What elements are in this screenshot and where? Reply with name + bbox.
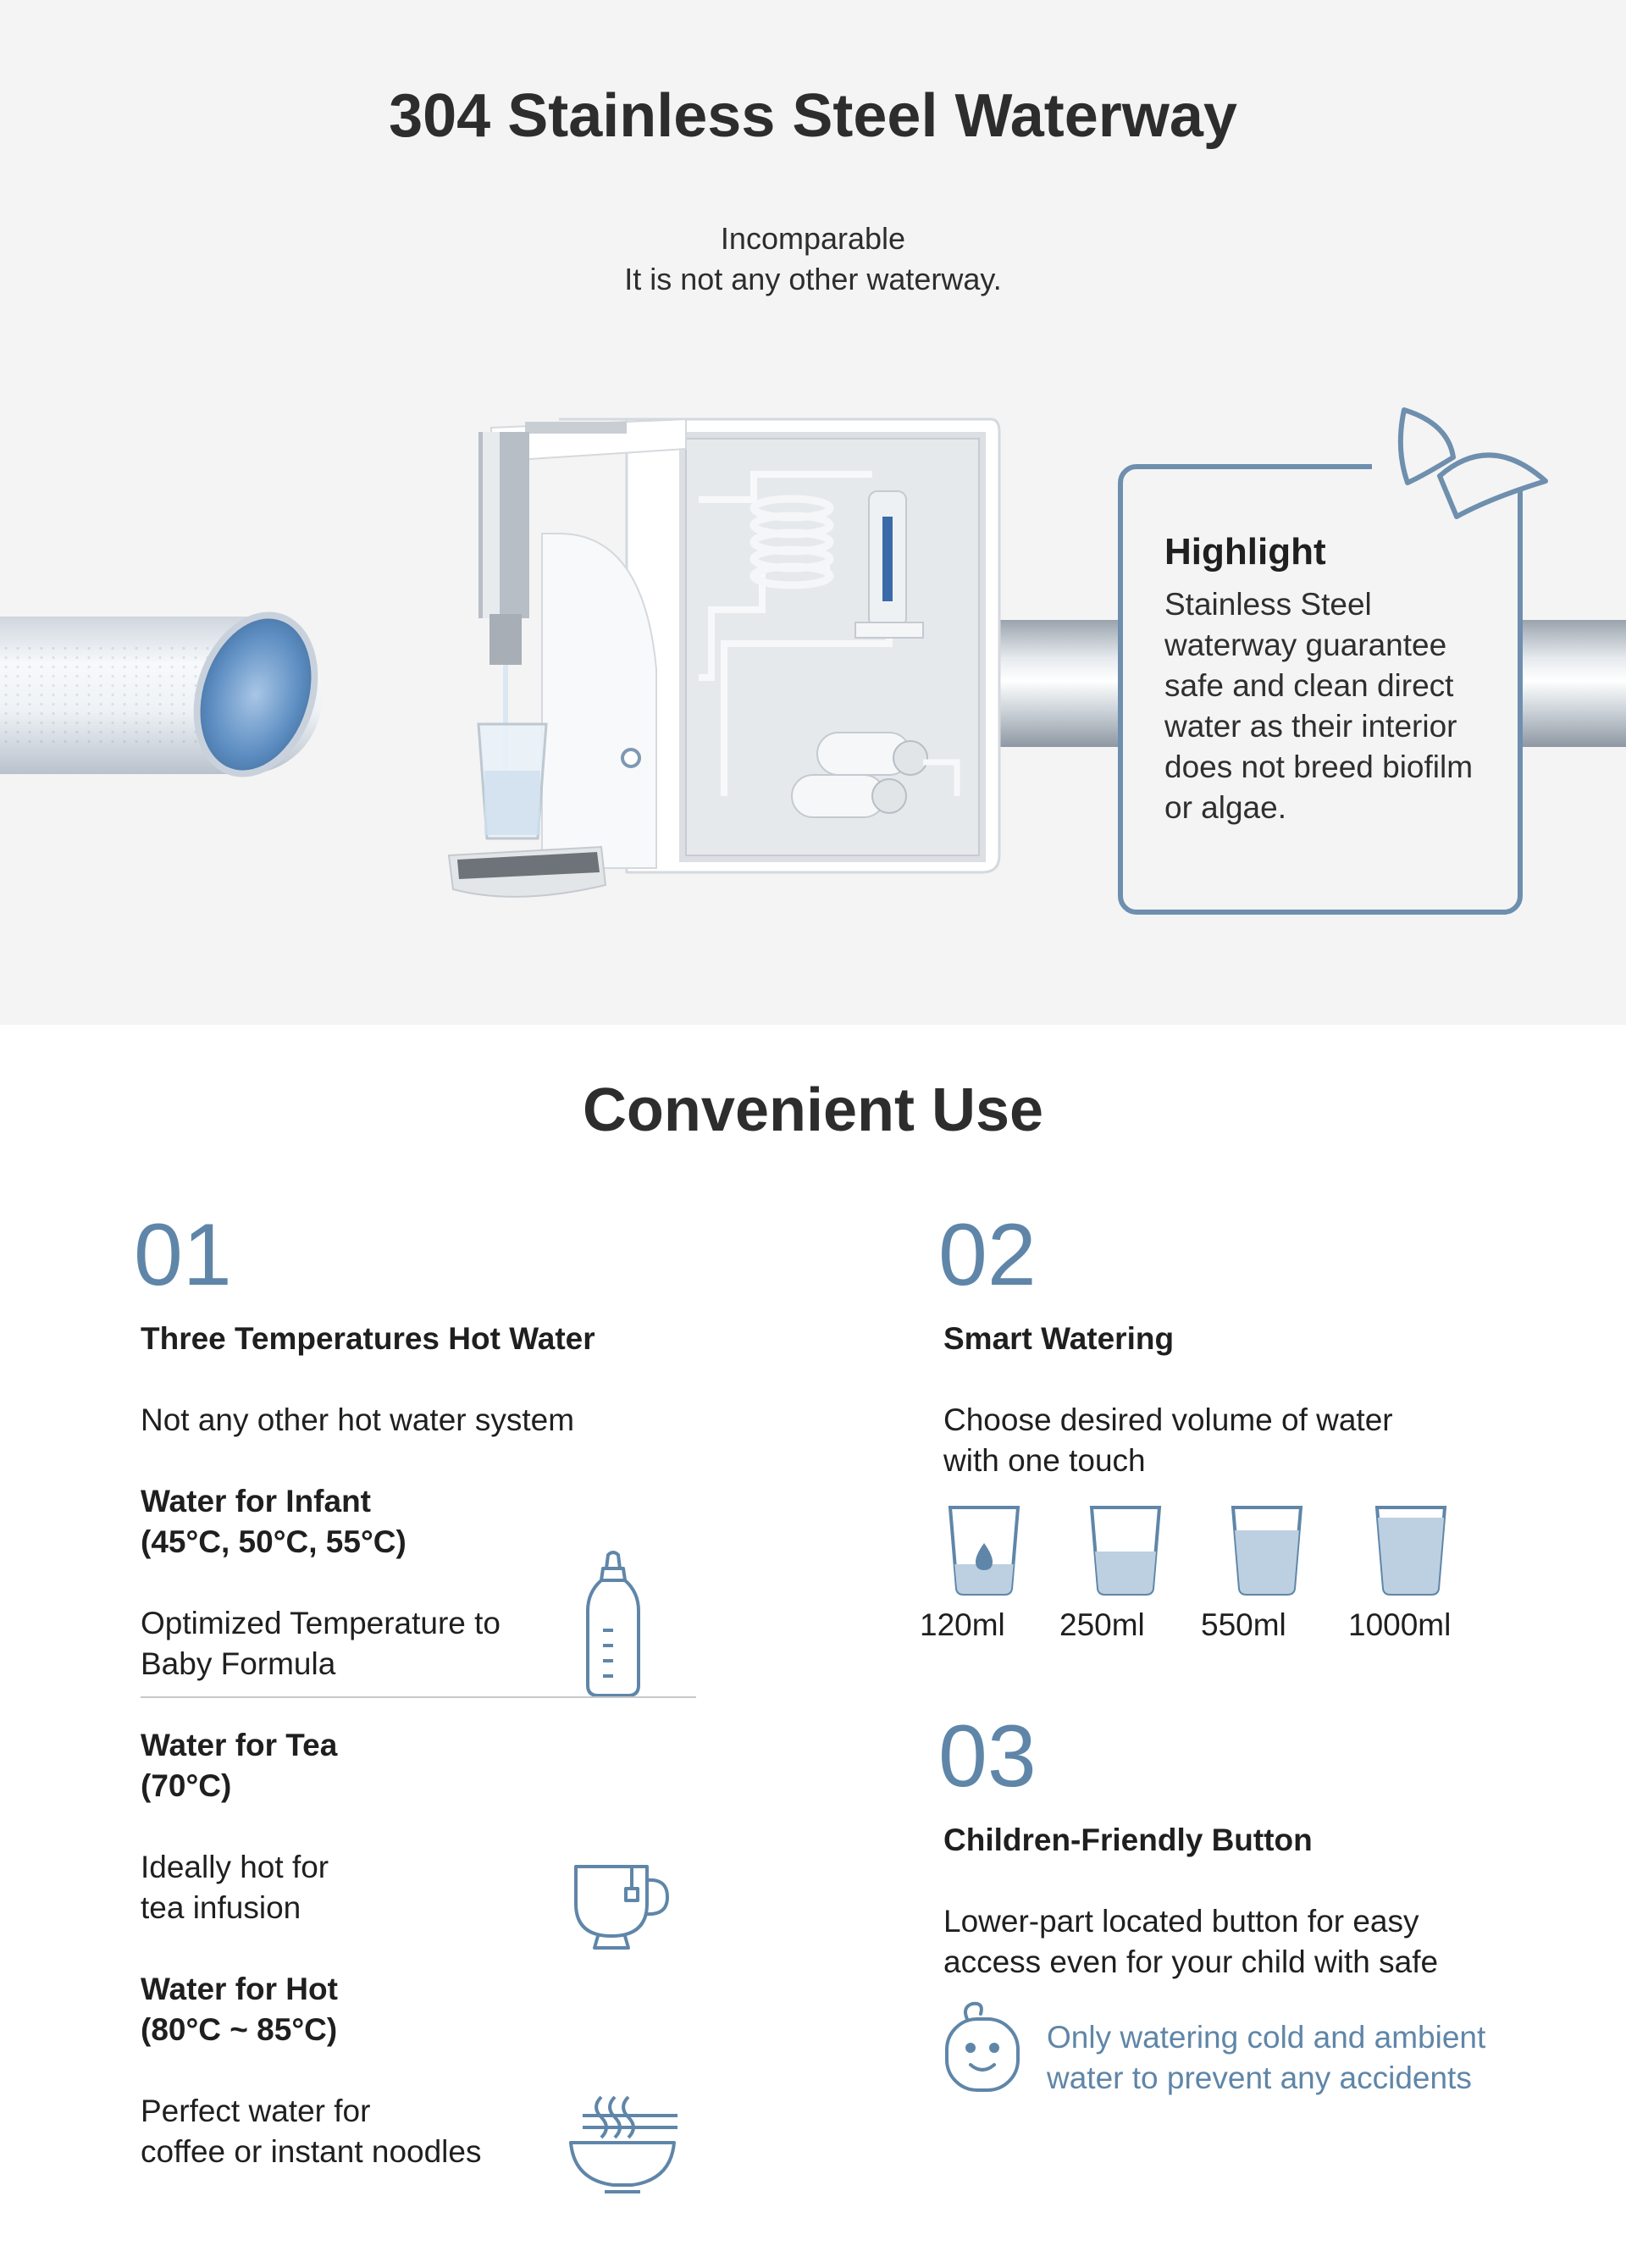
feature-intro: Not any other hot water system — [141, 1402, 575, 1437]
item-desc-line: tea infusion — [141, 1890, 301, 1925]
step-number: 01 — [134, 1206, 232, 1304]
noodle-bowl-icon — [566, 2090, 681, 2197]
divider — [141, 1696, 696, 1698]
child-face-icon — [942, 2000, 1023, 2095]
safety-note — [1047, 2017, 1485, 2099]
feature-desc — [943, 1400, 1393, 1481]
feature-desc-line: access even for your child with safe — [943, 1944, 1439, 1979]
baby-bottle-icon — [583, 1550, 644, 1699]
highlight-text: Stainless Steel waterway guarantee safe and clean direct water as their interior does not breed biofilm or algae. — [1164, 587, 1474, 825]
cup-water-fill — [1095, 1552, 1156, 1594]
step-number: 03 — [938, 1707, 1037, 1806]
cup-volume-label: 250ml — [1059, 1607, 1145, 1642]
feature-desc — [943, 1901, 1438, 1983]
item-title-line: Water for Tea — [141, 1728, 338, 1762]
item-desc-line: coffee or instant noodles — [141, 2134, 482, 2169]
tea-cup-icon — [572, 1863, 672, 1951]
item-desc-line: Baby Formula — [141, 1646, 336, 1681]
safety-note-line: water to prevent any accidents — [1047, 2061, 1472, 2095]
water-splash-image — [0, 644, 220, 745]
item-title-line: (80°C ~ 85°C) — [141, 2012, 338, 2047]
item-title — [141, 1481, 406, 1563]
section-title: 304 Stainless Steel Waterway — [389, 82, 1237, 150]
feature-heading: Children-Friendly Button — [943, 1823, 1313, 1857]
cup-volume-label: 120ml — [920, 1607, 1005, 1642]
subtitle-line: It is not any other waterway. — [624, 262, 1002, 296]
item-desc-line: Perfect water for — [141, 2094, 371, 2128]
subtitle-line: Incomparable — [720, 221, 906, 256]
feature-desc-line: Choose desired volume of water — [943, 1402, 1393, 1437]
item-title — [141, 1969, 338, 2050]
item-desc-line: Optimized Temperature to — [141, 1606, 501, 1640]
cup-icon[interactable] — [1372, 1504, 1450, 1597]
feature-heading: Three Temperatures Hot Water — [141, 1321, 595, 1356]
item-desc — [141, 1847, 329, 1928]
item-title-line: Water for Infant — [141, 1484, 372, 1518]
waterway-section — [0, 0, 1626, 1025]
cup-icon[interactable] — [1087, 1504, 1164, 1597]
cup-water-fill — [1378, 1518, 1444, 1594]
feature-heading: Smart Watering — [943, 1321, 1175, 1356]
feature-desc-line: with one touch — [943, 1443, 1146, 1478]
feature-desc-line: Lower-part located button for easy — [943, 1904, 1419, 1939]
section-subtitle — [0, 219, 1626, 300]
safety-note-line: Only watering cold and ambient — [1047, 2020, 1486, 2055]
item-desc-line: Ideally hot for — [141, 1850, 329, 1884]
cup-volume-label: 550ml — [1201, 1607, 1286, 1642]
highlight-title: Highlight — [1164, 531, 1326, 573]
item-desc — [141, 1603, 501, 1684]
cup-icon[interactable] — [1228, 1504, 1306, 1597]
item-title-line: Water for Hot — [141, 1972, 338, 2006]
item-title-line: (70°C) — [141, 1768, 232, 1803]
cup-water-fill — [1235, 1530, 1299, 1594]
leaf-icon — [1389, 398, 1558, 525]
section-title: Convenient Use — [582, 1076, 1044, 1144]
cup-volume-label: 1000ml — [1348, 1607, 1452, 1642]
item-title — [141, 1725, 337, 1806]
step-number: 02 — [938, 1206, 1037, 1304]
cup-icon[interactable] — [945, 1504, 1023, 1597]
water-dispenser-image — [432, 398, 1008, 940]
item-title-line: (45°C, 50°C, 55°C) — [141, 1524, 406, 1559]
item-desc — [141, 2091, 481, 2172]
